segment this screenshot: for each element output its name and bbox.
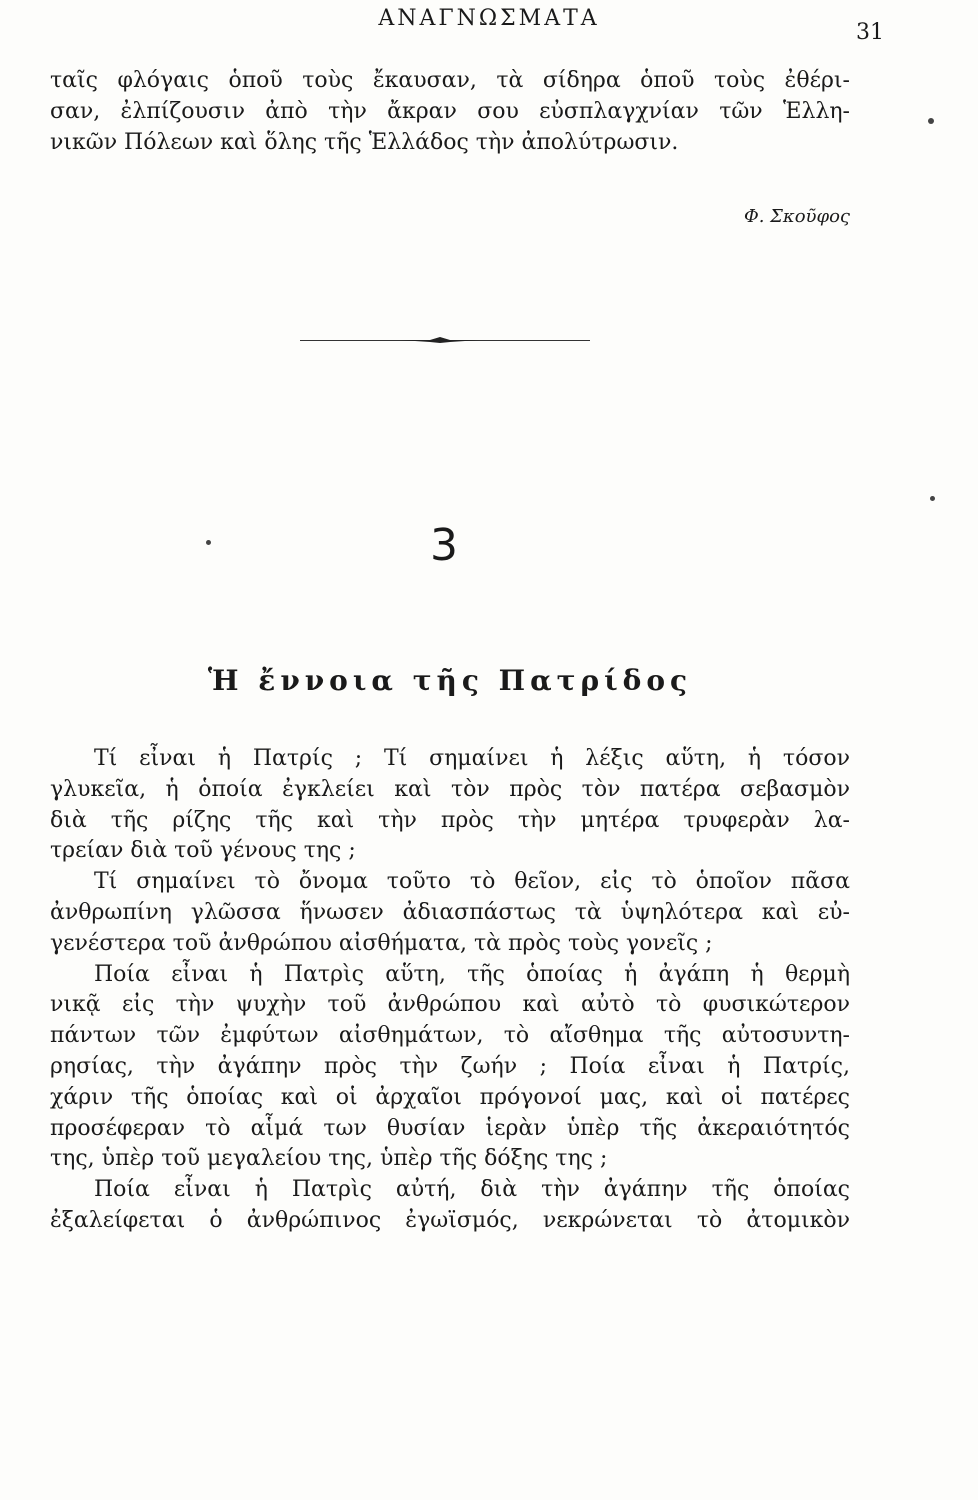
text-line: χάριν τῆς ὁποίας καὶ οἱ ἀρχαῖοι πρόγονοί μας, καὶ οἱ πατέρες bbox=[50, 1084, 850, 1110]
text-line: νικῶν Πόλεων καὶ ὅλης τῆς Ἑλλάδος τὴν ἀπολύτρωσιν. bbox=[50, 129, 679, 155]
text-line: της, ὑπὲρ τοῦ μεγαλείου της, ὑπὲρ τῆς δόξης της ; bbox=[50, 1146, 608, 1172]
ink-speck bbox=[206, 540, 211, 545]
section-title: Ἡ ἔννοια τῆς Πατρίδος bbox=[207, 664, 693, 697]
text-line: γενέστερα τοῦ ἀνθρώπου αἰσθήματα, τὰ πρὸς τοὺς γονεῖς ; bbox=[50, 930, 713, 956]
text-line: ρησίας, τὴν ἀγάπην πρὸς τὴν ζωήν ; Ποία εἶναι ἡ Πατρίς, bbox=[50, 1053, 850, 1079]
section-number: 3 bbox=[430, 520, 458, 571]
text-line: ἀνθρωπίνη γλῶσσα ἥνωσεν ἀδιασπάστως τὰ ὑψηλότερα καὶ εὐ- bbox=[50, 899, 850, 925]
body-text bbox=[50, 744, 850, 1237]
text-line: ἐξαλείφεται ὁ ἀνθρώπινος ἐγωϊσμός, νεκρώνεται τὸ ἀτομικὸν bbox=[50, 1207, 850, 1233]
running-head: ΑΝΑΓΝΩΣΜΑΤΑ bbox=[378, 6, 600, 31]
ink-speck bbox=[930, 496, 935, 501]
text-line: πάντων τῶν ἐμφύτων αἰσθημάτων, τὸ αἴσθημα τῆς αὐτοσυντη- bbox=[50, 1023, 850, 1049]
ink-speck bbox=[928, 118, 934, 124]
text-line: τρείαν διὰ τοῦ γένους της ; bbox=[50, 838, 356, 864]
divider-ornament bbox=[400, 336, 480, 344]
text-line: Τί εἶναι ἡ Πατρίς ; Τί σημαίνει ἡ λέξις αὕτη, ἡ τόσον bbox=[94, 746, 850, 771]
previous-section-ending bbox=[50, 66, 850, 158]
paragraph bbox=[50, 1175, 850, 1237]
text-line: Ποία εἶναι ἡ Πατρὶς αὕτη, τῆς ὁποίας ἡ ἀγάπη ἡ θερμὴ bbox=[94, 961, 850, 987]
text-line: Ποία εἶναι ἡ Πατρὶς αὐτή, διὰ τὴν ἀγάπην τῆς ὁποίας bbox=[94, 1177, 850, 1203]
text-line: Τί σημαίνει τὸ ὄνομα τοῦτο τὸ θεῖον, εἰς τὸ ὁποῖον πᾶσα bbox=[94, 869, 850, 895]
text-line: γλυκεῖα, ἡ ὁποία ἐγκλείει καὶ τὸν πρὸς τὸν πατέρα σεβασμὸν bbox=[50, 776, 850, 802]
text-line: προσέφεραν τὸ αἷμά των θυσίαν ἱερὰν ὑπὲρ τῆς ἀκεραιότητός bbox=[50, 1115, 850, 1141]
text-line: διὰ τῆς ρίζης τῆς καὶ τὴν πρὸς τὴν μητέρα τρυφερὰν λα- bbox=[50, 807, 850, 833]
paragraph bbox=[50, 744, 850, 867]
page-number: 31 bbox=[856, 20, 884, 45]
paragraph bbox=[50, 867, 850, 959]
author-signature: Φ. Σκοῦφος bbox=[743, 206, 850, 227]
text-line: σαν, ἐλπίζουσιν ἀπὸ τὴν ἄκραν σου εὐσπλαγχνίαν τῶν Ἑλλη- bbox=[50, 98, 850, 124]
paragraph bbox=[50, 960, 850, 1176]
text-line: ταῖς φλόγαις ὁποῦ τοὺς ἔκαυσαν, τὰ σίδηρα ὁποῦ τοὺς ἐθέρι- bbox=[50, 68, 850, 93]
text-line: νικᾷ εἰς τὴν ψυχὴν τοῦ ἀνθρώπου καὶ αὐτὸ τὸ φυσικώτερον bbox=[50, 992, 850, 1018]
